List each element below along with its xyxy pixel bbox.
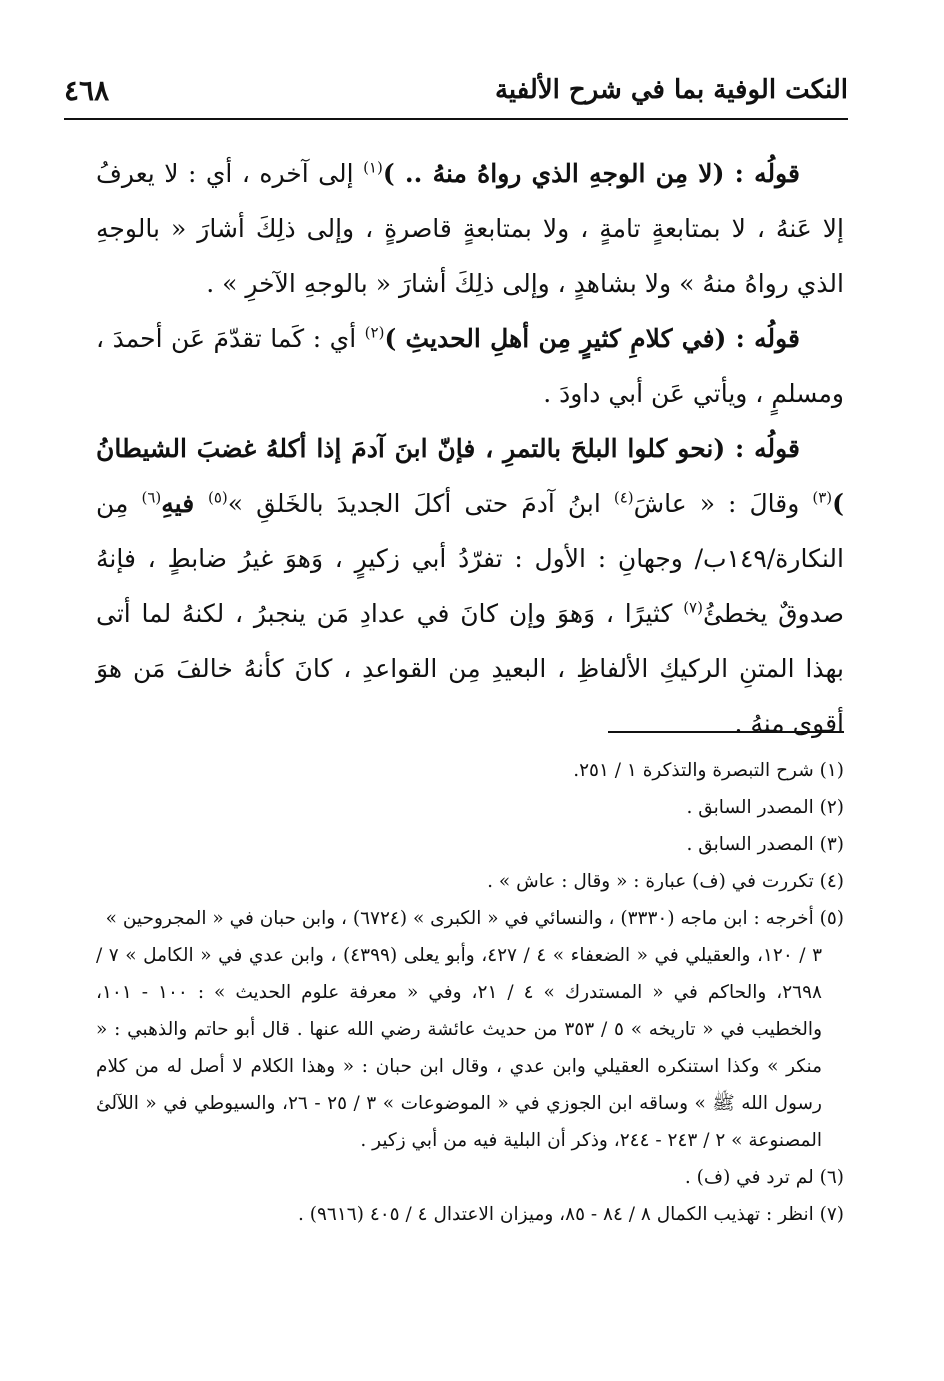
footnote-1: (١) شرح التبصرة والتذكرة ١ / ٢٥١. (573, 760, 844, 781)
quote-lead: قولُه : ( (712, 159, 800, 188)
commentary-text: أي : كَما تقدّمَ عَن أحمدَ ، ومسلمٍ ، ويأتي عَن أبي داودَ . (96, 324, 844, 408)
footnote-5-first: (٥) أخرجه : ابن ماجه (٣٣٣٠) ، والنسائي في « الكبرى » (٦٧٢٤) ، وابن حبان في « المجروحين » (105, 908, 844, 929)
footnote-5 (96, 900, 844, 937)
footnote-ref-4[interactable]: (٤) (613, 488, 634, 507)
commentary-text: ابنُ آدمَ حتى أكلَ الجديدَ بالخَلقِ » (227, 489, 614, 518)
commentary-text: فيهِ (161, 489, 208, 518)
paragraph-2 (96, 311, 844, 421)
quoted-text: لا مِن الوجهِ الذي رواهُ منهُ .. (404, 159, 713, 188)
footnote-ref-5[interactable]: (٥) (207, 488, 228, 507)
quote-close: ) (384, 324, 406, 353)
paragraph-3 (96, 421, 844, 751)
commentary-text: مِن النكارة/١٤٩ب/ وجهانِ : الأول : تفرّدُ أبي زكيرٍ ، وَهوَ غيرُ ضابطٍ ، فإنهُ صدوقٌ يخطئُ (96, 489, 844, 628)
footnote-separator (608, 731, 844, 733)
footnote-ref-6[interactable]: (٦) (141, 488, 162, 507)
footnote-ref-3[interactable]: (٣) (812, 488, 833, 507)
header-rule (64, 118, 848, 120)
quote-close: ) (382, 159, 405, 188)
footnote-3: (٣) المصدر السابق . (686, 834, 844, 855)
footnote-4: (٤) تكررت في (ف) عبارة : « وقال : عاش » . (487, 871, 844, 892)
page-number: ٤٦٨ (64, 73, 110, 107)
footnote-5-continued: ٣ / ١٢٠، والعقيلي في « الضعفاء » ٤ / ٤٢٧، وأبو يعلى (٤٣٩٩) ، وابن عدي في « الكامل » ٧ / ٢٦٩٨، والحاكم في « المستدرك » ٤ / ٢١، وفي « معرفة علوم الحديث » : ١٠٠ - ١٠١، والخطيب في « تاريخه » ٥ / ٣٥٣ من حديث عائشة رضي الله عنها . قال أبو حاتم والذهبي : « منكر » وكذا استنكره العقيلي وابن عدي ، وقال ابن حبان : « وهذا الكلام لا أصل له من كلام رسول الله ﷺ » وساقه ابن الجوزي في « الموضوعات » ٣ / ٢٥ - ٢٦، والسيوطي في « اللآلئ المصنوعة » ٢ / ٢٤٣ - ٢٤٤، وذكر أن البلية فيه من أبي زكير . (96, 945, 823, 1151)
quote-lead: قولُه : ( (714, 324, 800, 353)
quoted-text: نحو كلوا البلحَ بالتمرِ ، فإنّ ابنَ آدمَ إذا أكلهُ غضبَ الشيطانُ (96, 434, 714, 463)
quote-close: ) (832, 489, 844, 518)
footnote-ref-7[interactable]: (٧) (683, 598, 703, 617)
paragraph-1 (96, 146, 844, 311)
footnote-7: (٧) انظر : تهذيب الكمال ٨ / ٨٤ - ٨٥، وميزان الاعتدال ٤ / ٤٠٥ (٩٦١٦) . (297, 1204, 844, 1225)
commentary-text: كثيرًا ، وَهوَ وإن كانَ في عدادِ مَن ينجبرُ ، لكنهُ لما أتى بهذا المتنِ الركيكِ الألفاظِ ، البعيدِ مِن القواعدِ ، كانَ كأنهُ خالفَ مَن هوَ أقوى منهُ . (96, 599, 844, 738)
main-text (96, 146, 844, 751)
footnote-6: (٦) لم ترد في (ف) . (684, 1167, 844, 1188)
quoted-text: في كلامِ كثيرٍ مِن أهلِ الحديثِ (405, 324, 715, 353)
running-title: النكت الوفية بما في شرح الألفية (494, 75, 848, 105)
commentary-text: وقالَ : « عاشَ (633, 489, 813, 518)
footnote-ref-2[interactable]: (٢) (364, 323, 385, 342)
quote-lead: قولُه : ( (713, 434, 801, 463)
footnote-ref-1[interactable]: (١) (363, 158, 383, 177)
footnote-2: (٢) المصدر السابق . (686, 797, 844, 818)
footnotes (96, 752, 844, 1233)
commentary-text: إلى آخره ، أي : لا يعرفُ إلا عَنهُ ، لا بمتابعةٍ تامةٍ ، ولا بمتابعةٍ قاصرةٍ ، وإلى ذلِكَ أشارَ « بالوجهِ الذي رواهُ منهُ » ولا بشاهدٍ ، وإلى ذلِكَ أشارَ « بالوجهِ الآخرِ » . (96, 159, 844, 298)
page-header (64, 64, 848, 116)
